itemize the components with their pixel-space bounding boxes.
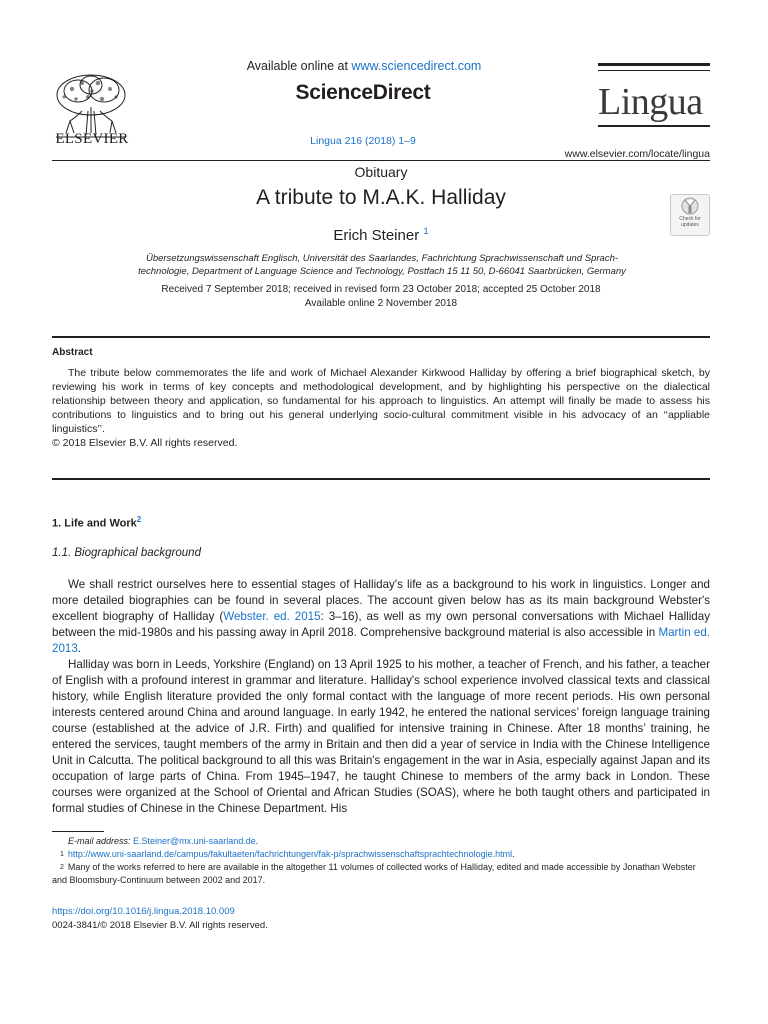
abstract-heading: Abstract <box>52 347 93 358</box>
body-p1-text-a: We shall restrict ourselves here to essential stages of Halliday's life as a background to his work in linguistics. Longer and more detailed biographies can be found in several places. The account given below has as its main background Webster's excellent biography of Halliday ( <box>52 578 710 623</box>
article-section-type: Obituary <box>354 164 408 180</box>
check-for-updates-button[interactable] <box>670 194 710 236</box>
publisher-name: ELSEVIER <box>55 131 129 147</box>
email-label: E-mail address: <box>68 836 134 846</box>
author-affiliation <box>96 252 668 278</box>
body-paragraph-1 <box>52 577 710 657</box>
header-divider <box>52 160 710 161</box>
abstract-top-rule <box>52 336 710 338</box>
affiliation-line-1: Übersetzungswissenschaft Englisch, Universität des Saarlandes, Fachrichtung Sprachwissenschaft und Sprach- <box>145 253 619 264</box>
article-body <box>52 577 710 817</box>
footnote-email: E-mail address: E.Steiner@mx.uni-saarland.de. <box>68 836 259 846</box>
article-title: A tribute to M.A.K. Halliday <box>256 186 506 209</box>
author-line <box>0 226 762 244</box>
journal-title-rule-top-thin <box>598 70 710 71</box>
subsection-heading: 1.1. Biographical background <box>52 547 201 559</box>
author-email-link[interactable]: E.Steiner@mx.uni-saarland.de <box>133 836 256 846</box>
footnote-1-url-link[interactable]: http://www.uni-saarland.de/campus/fakultaeten/fachrichtungen/fak-p/sprachwissenschaftsprachtechnologie.html <box>67 849 513 859</box>
journal-title-rule-bottom <box>598 125 710 127</box>
journal-url[interactable]: www.elsevier.com/locate/lingua <box>564 148 710 160</box>
affiliation-line-2: technologie, Department of Language Science and Technology, Postfach 15 11 50, D-66041 Saarbrücken, Germany <box>138 266 626 277</box>
available-online-prefix: Available online at <box>246 59 352 73</box>
journal-title: Lingua <box>598 81 703 123</box>
author-name[interactable]: Erich Steiner <box>333 227 420 244</box>
footnote-1-number: 1 <box>60 851 64 858</box>
footnotes <box>52 835 710 887</box>
check-updates-label: Check for updates <box>679 216 701 228</box>
citation-webster-2015[interactable]: Webster. ed. 2015 <box>223 610 321 623</box>
footnote-rule <box>52 831 104 832</box>
abstract-copyright: © 2018 Elsevier B.V. All rights reserved. <box>52 437 238 449</box>
abstract-bottom-rule <box>52 478 710 480</box>
sciencedirect-link[interactable]: www.sciencedirect.com <box>351 59 482 73</box>
journal-title-rule-top <box>598 63 710 66</box>
journal-reference-link[interactable]: Lingua 216 (2018) 1–9 <box>310 135 416 147</box>
abstract-text: The tribute below commemorates the life and work of Michael Alexander Kirkwood Halliday by offering a brief biographical sketch, by reviewing his work in terms of key concepts and methodological development, and by highlighting his perspective on the dialectical relationship between theory and application, so fundamental for his approach to linguistics. An attempt will finally be made to assess his contributions to linguistics and to bring out his general underlying socio-cultural commitment visible in his advocacy of an ‘‘appliable linguistics’’. <box>52 367 710 435</box>
section-heading-text: 1. Life and Work <box>52 517 137 530</box>
check-updates-icon <box>671 195 709 217</box>
footnote-2-number: 2 <box>60 864 64 871</box>
body-p1-text-c: . <box>77 642 82 655</box>
body-p1-text-b: : 3–16), as well as my own personal conversations with Michael Halliday between the mid-1980s and his passing away in April 2018. Comprehensive background material is also accessible in <box>52 610 710 639</box>
section-heading <box>52 515 141 530</box>
footnote-2-text: Many of the works referred to here are available in the altogether 11 volumes of collected works of Halliday, edited and made accessible by Jonathan Webster and Bloomsbury-Continuum between 2002 and 2017. <box>52 862 696 885</box>
footnote-2 <box>52 861 710 887</box>
doi-link[interactable]: https://doi.org/10.1016/j.lingua.2018.10.009 <box>52 906 235 917</box>
article-history-dates: Received 7 September 2018; received in revised form 23 October 2018; accepted 25 October 2018 <box>161 284 601 295</box>
available-online-date: Available online 2 November 2018 <box>304 298 458 309</box>
author-footnote-marker[interactable]: 1 <box>423 226 429 237</box>
sciencedirect-brand: ScienceDirect <box>295 81 431 104</box>
footnote-1: $^1$ http://www.uni-saarland.de/campus/fakultaeten/fachrichtungen/fak-p/sprachwissenschaftsprachtechnologie.html. <box>60 849 515 859</box>
issn-copyright: 0024-3841/© 2018 Elsevier B.V. All rights reserved. <box>52 920 268 931</box>
section-footnote-marker[interactable]: 2 <box>136 515 142 524</box>
citation-martin-2013[interactable]: Martin ed. 2013 <box>52 626 710 655</box>
body-paragraph-2: Halliday was born in Leeds, Yorkshire (England) on 13 April 1925 to his mother, a teacher of French, and his father, a teacher of English with a profound interest in grammar and literature. Halliday's school experience involved classical texts and classical history, while English literature provided the only formal contact with the language of more recent periods. His own personal interests centered around China and around language. In early 1942, he entered the national services’ foreign language training course (established at the advice of J.R. Firth) and qualified for intensive training in Chinese. After 18 months’ training, he entered the services, taught members of the army in Britain and then did a year of service in India with the Chinese Intelligence Unit in Calcutta. The political background to all this was Britain's engagement in the war in Asia, especially against Japan and its occupation of large parts of China. From 1945–1947, he taught Chinese to members of the army back in London. These courses were organized at the School of Oriental and African Studies (SOAS), where he both taught others and participated in formal studies of Chinese in the Chinese Department. His <box>52 658 710 815</box>
